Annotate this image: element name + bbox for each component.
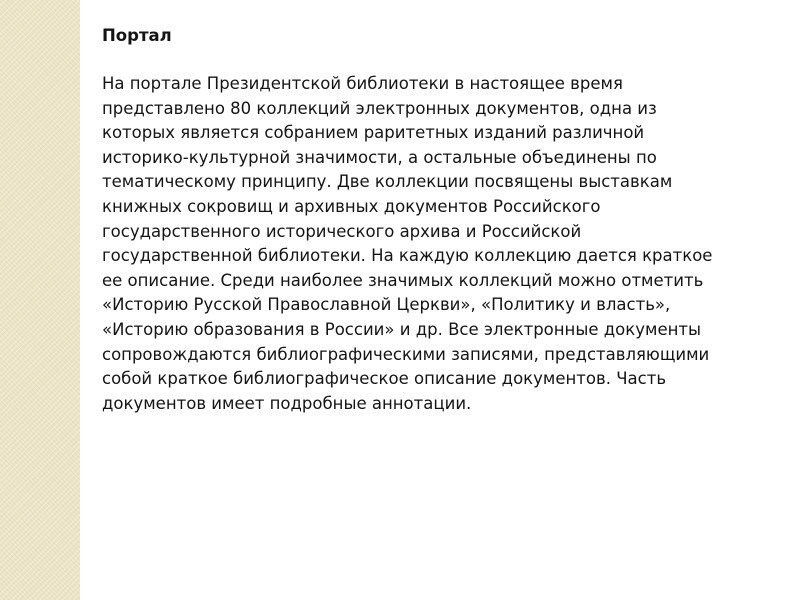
slide-paragraph: На портале Президентской библиотеки в настоящее время представлено 80 коллекций электронных документов, одна из которых является собранием раритетных изданий различной историко-культурной значимости, а остальные объединены по тематическому принципу. Две коллекции посвящены выставкам книжных сокровищ и архивных документов Российского государственного исторического архива и Российской государственной библиотеки. На каждую коллекцию дается краткое ее описание. Среди наиболее значимых коллекций можно отметить «Историю Русской Православной Церкви», «Политику и власть», «Историю образования в России» и др. Все электронные документы сопровождаются библиографическими записями, представляющими собой краткое библиографическое описание документов. Часть документов имеет подробные аннотации. (102, 74, 713, 413)
decorative-side-band (0, 0, 80, 600)
slide-content (102, 24, 722, 416)
slide-title: Портал (102, 26, 172, 45)
